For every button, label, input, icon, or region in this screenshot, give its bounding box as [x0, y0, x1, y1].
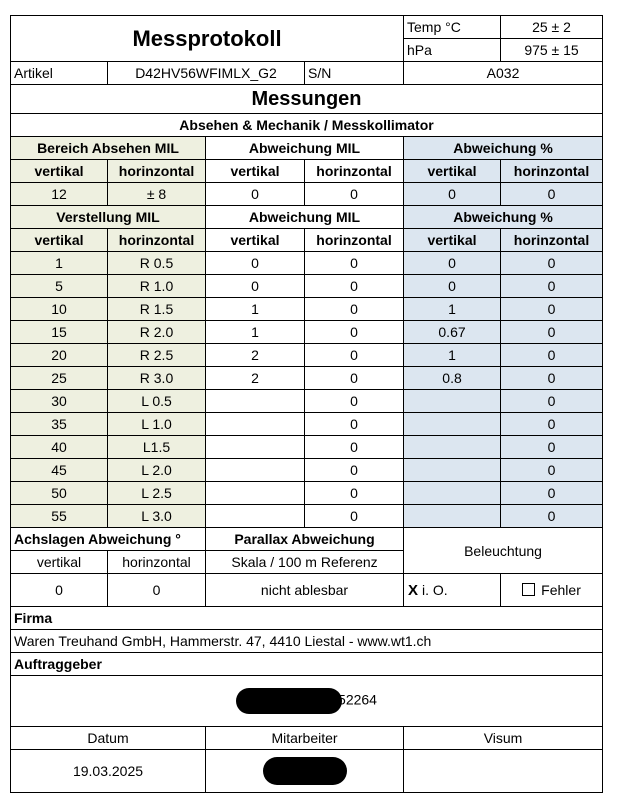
- abweichung-pct-vertikal: 0: [404, 252, 501, 275]
- abweichung-pct-horizontal: 0: [501, 505, 603, 528]
- bereich-horizontal: ± 8: [108, 183, 206, 206]
- verstellung-horizontal: L 2.5: [108, 482, 206, 505]
- page-title: Messprotokoll: [11, 16, 404, 62]
- achslagen-vertikal-value: 0: [11, 574, 108, 607]
- bereich-vertikal: 12: [11, 183, 108, 206]
- abweichung-mil-vertikal: [206, 482, 305, 505]
- redaction-mark: [263, 757, 347, 785]
- abweichung-pct-vertikal: 1: [404, 298, 501, 321]
- parallax-value: nicht ablesbar: [206, 574, 404, 607]
- abweichung-pct-horizontal: 0: [501, 367, 603, 390]
- artikel-label: Artikel: [11, 62, 108, 85]
- abweichung-pct-horizontal: 0: [501, 436, 603, 459]
- artikel-value: D42HV56WFIMLX_G2: [108, 62, 305, 85]
- bereich-pct-horizontal: 0: [501, 183, 603, 206]
- abweichung-mil-horizontal: 0: [305, 459, 404, 482]
- col-header-vertikal: vertikal: [11, 160, 108, 183]
- col-header-horizontal: horinzontal: [305, 229, 404, 252]
- abweichung-pct-vertikal: 0.67: [404, 321, 501, 344]
- datum-label: Datum: [11, 727, 206, 750]
- abweichung-pct-vertikal: [404, 459, 501, 482]
- verstellung-vertikal: 10: [11, 298, 108, 321]
- table-row: [11, 252, 603, 275]
- bereich-pct-vertikal: 0: [404, 183, 501, 206]
- abweichung-mil-vertikal: 2: [206, 367, 305, 390]
- redaction-mark: [236, 688, 342, 714]
- abweichung-mil-horizontal: 0: [305, 482, 404, 505]
- table-row: [11, 482, 603, 505]
- abweichung-mil-vertikal: [206, 505, 305, 528]
- pressure-value: 975 ± 15: [501, 39, 603, 62]
- beleuchtung-fehler[interactable]: [501, 574, 603, 607]
- measurements-subtitle: Absehen & Mechanik / Messkollimator: [11, 114, 603, 137]
- abweichung-pct-horizontal: 0: [501, 298, 603, 321]
- verstellung-horizontal: L 3.0: [108, 505, 206, 528]
- sn-value: A032: [404, 62, 603, 85]
- table-row: [11, 275, 603, 298]
- datum-value: 19.03.2025: [11, 750, 206, 793]
- visum-value: [404, 750, 603, 793]
- abweichung-pct-horizontal: 0: [501, 275, 603, 298]
- abweichung-mil-vertikal: 0: [206, 275, 305, 298]
- table-row: [11, 321, 603, 344]
- verstellung-horizontal: R 1.5: [108, 298, 206, 321]
- abweichung-mil-horizontal: 0: [305, 252, 404, 275]
- visum-label: Visum: [404, 727, 603, 750]
- abweichung-pct-vertikal: [404, 436, 501, 459]
- abweichung-pct-vertikal: 1: [404, 344, 501, 367]
- verstellung-horizontal: R 3.0: [108, 367, 206, 390]
- verstellung-horizontal: L1.5: [108, 436, 206, 459]
- achslagen-header: Achslagen Abweichung °: [11, 528, 206, 551]
- parallax-header: Parallax Abweichung: [206, 528, 404, 551]
- measurements-title: Messungen: [11, 85, 603, 114]
- beleuchtung-ok-label: i. O.: [422, 581, 448, 598]
- verstellung-vertikal: 45: [11, 459, 108, 482]
- abweichung-mil-vertikal: [206, 459, 305, 482]
- abweichung-mil-vertikal: 1: [206, 298, 305, 321]
- verstellung-horizontal: R 0.5: [108, 252, 206, 275]
- verstellung-horizontal: L 0.5: [108, 390, 206, 413]
- table-row: [11, 505, 603, 528]
- abweichung-mil-horizontal: 0: [305, 505, 404, 528]
- abweichung-pct-horizontal: 0: [501, 390, 603, 413]
- verstellung-vertikal: 35: [11, 413, 108, 436]
- abweichung-mil-horizontal: 0: [305, 413, 404, 436]
- table-row: [11, 459, 603, 482]
- achslagen-col-horizontal: horinzontal: [108, 551, 206, 574]
- abweichung-mil-horizontal: 0: [305, 436, 404, 459]
- col-header-horizontal: horinzontal: [501, 160, 603, 183]
- table-row: [11, 413, 603, 436]
- achslagen-horizontal-value: 0: [108, 574, 206, 607]
- abweichung-mil-horizontal: 0: [305, 367, 404, 390]
- checkmark-x-icon: X: [408, 581, 419, 599]
- beleuchtung-ok[interactable]: [404, 574, 501, 607]
- abweichung-pct-header: Abweichung %: [404, 137, 603, 160]
- col-header-horizontal: horinzontal: [108, 229, 206, 252]
- table-row: [11, 344, 603, 367]
- achslagen-col-vertikal: vertikal: [11, 551, 108, 574]
- sn-label: S/N: [305, 62, 404, 85]
- abweichung-mil-horizontal: 0: [305, 390, 404, 413]
- verstellung-vertikal: 15: [11, 321, 108, 344]
- verstellung-horizontal: R 2.0: [108, 321, 206, 344]
- table-row: [11, 298, 603, 321]
- firma-value: Waren Treuhand GmbH, Hammerstr. 47, 4410 Liestal - www.wt1.ch: [11, 630, 603, 653]
- verstellung-horizontal: R 2.5: [108, 344, 206, 367]
- bereich-row: [11, 183, 603, 206]
- verstellung-vertikal: 25: [11, 367, 108, 390]
- abweichung-pct-vertikal: [404, 505, 501, 528]
- abweichung-pct-horizontal: 0: [501, 482, 603, 505]
- abweichung-mil-vertikal: [206, 436, 305, 459]
- abweichung-pct-horizontal: 0: [501, 321, 603, 344]
- measurement-rows: [11, 252, 603, 528]
- abweichung-pct-horizontal: 0: [501, 413, 603, 436]
- abweichung-mil-vertikal: 2: [206, 344, 305, 367]
- verstellung-vertikal: 1: [11, 252, 108, 275]
- abweichung-pct-horizontal: 0: [501, 252, 603, 275]
- parallax-sub: Skala / 100 m Referenz: [206, 551, 404, 574]
- abweichung-mil-horizontal: 0: [305, 298, 404, 321]
- table-row: [11, 390, 603, 413]
- temp-label: Temp °C: [404, 16, 501, 39]
- measurement-protocol-sheet: [10, 15, 602, 793]
- verstellung-horizontal: R 1.0: [108, 275, 206, 298]
- beleuchtung-fehler-label: Fehler: [541, 582, 581, 598]
- col-header-horizontal: horinzontal: [501, 229, 603, 252]
- col-header-vertikal: vertikal: [206, 229, 305, 252]
- abweichung-mil-horizontal: 0: [305, 275, 404, 298]
- bereich-mil-horizontal: 0: [305, 183, 404, 206]
- col-header-vertikal: vertikal: [404, 229, 501, 252]
- abweichung-mil-horizontal: 0: [305, 321, 404, 344]
- bereich-header: Bereich Absehen MIL: [11, 137, 206, 160]
- auftraggeber-visible-value: 52264: [338, 691, 377, 708]
- mitarbeiter-value: [206, 750, 404, 793]
- abweichung-mil-vertikal: [206, 413, 305, 436]
- verstellung-horizontal: L 1.0: [108, 413, 206, 436]
- abweichung-mil-header: Abweichung MIL: [206, 137, 404, 160]
- verstellung-vertikal: 30: [11, 390, 108, 413]
- temp-value: 25 ± 2: [501, 16, 603, 39]
- col-header-horizontal: horinzontal: [305, 160, 404, 183]
- abweichung-mil-vertikal: [206, 390, 305, 413]
- abweichung-pct-horizontal: 0: [501, 344, 603, 367]
- mitarbeiter-label: Mitarbeiter: [206, 727, 404, 750]
- firma-label: Firma: [11, 607, 603, 630]
- col-header-vertikal: vertikal: [206, 160, 305, 183]
- col-header-vertikal: vertikal: [11, 229, 108, 252]
- verstellung-vertikal: 40: [11, 436, 108, 459]
- abweichung-pct-header: Abweichung %: [404, 206, 603, 229]
- pressure-label: hPa: [404, 39, 501, 62]
- verstellung-vertikal: 55: [11, 505, 108, 528]
- abweichung-mil-vertikal: 0: [206, 252, 305, 275]
- abweichung-mil-header: Abweichung MIL: [206, 206, 404, 229]
- verstellung-header: Verstellung MIL: [11, 206, 206, 229]
- auftraggeber-value: [11, 676, 603, 727]
- verstellung-horizontal: L 2.0: [108, 459, 206, 482]
- verstellung-vertikal: 50: [11, 482, 108, 505]
- abweichung-mil-vertikal: 1: [206, 321, 305, 344]
- abweichung-pct-vertikal: [404, 413, 501, 436]
- protocol-table: [10, 15, 603, 793]
- beleuchtung-label: Beleuchtung: [404, 528, 603, 574]
- table-row: [11, 436, 603, 459]
- verstellung-vertikal: 5: [11, 275, 108, 298]
- abweichung-pct-vertikal: [404, 390, 501, 413]
- abweichung-pct-vertikal: 0.8: [404, 367, 501, 390]
- bereich-mil-vertikal: 0: [206, 183, 305, 206]
- abweichung-pct-vertikal: [404, 482, 501, 505]
- abweichung-pct-horizontal: 0: [501, 459, 603, 482]
- checkbox-icon[interactable]: [522, 583, 535, 596]
- verstellung-vertikal: 20: [11, 344, 108, 367]
- abweichung-pct-vertikal: 0: [404, 275, 501, 298]
- table-row: [11, 367, 603, 390]
- abweichung-mil-horizontal: 0: [305, 344, 404, 367]
- auftraggeber-label: Auftraggeber: [11, 653, 603, 676]
- col-header-horizontal: horinzontal: [108, 160, 206, 183]
- col-header-vertikal: vertikal: [404, 160, 501, 183]
